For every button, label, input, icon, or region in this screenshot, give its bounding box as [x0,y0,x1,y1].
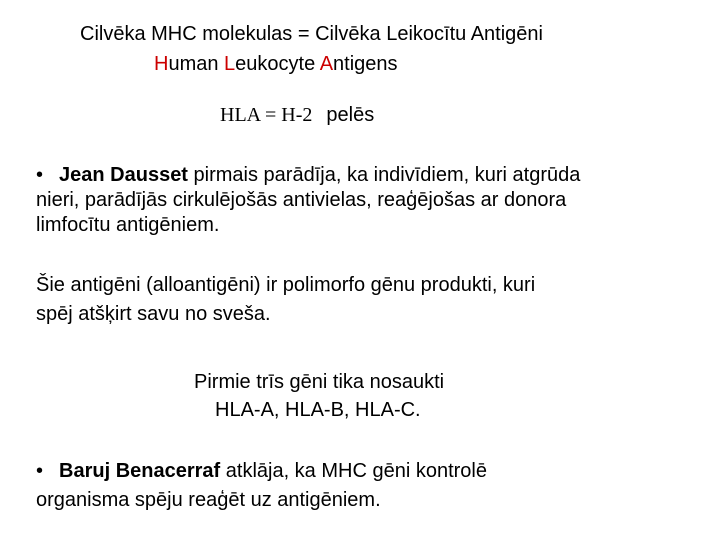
bullet-1-text: pirmais parādīja, ka indivīdiem, kuri atgrūda [187,164,581,186]
paragraph-line-2: spēj atšķirt savu no sveša. [36,303,271,325]
bullet-dot-icon: • [36,460,44,482]
bullet-dot-icon: • [36,164,44,186]
paragraph-line-1: Šie antigēni (alloantigēni) ir polimorfo gēnu produkti, kuri [36,274,536,296]
title-word-human: uman [168,53,225,75]
bullet-2-name: Baruj Benacerraf [59,460,221,482]
acronym-letter-l: L [224,53,236,75]
bullet-2-text: atklāja, ka MHC gēni kontrolē [220,460,487,482]
title-word-antigens: ntigens [333,53,398,75]
hla-line [220,103,374,127]
bullet-1-line-3: limfocītu antigēniem. [36,214,220,236]
title-word-leukocyte: eukocyte [235,53,320,75]
bullet-2-line-2: organisma spēju reaģēt uz antigēniem. [36,489,381,511]
title-line-1: Cilvēka MHC molekulas = Cilvēka Leikocītu Antigēni [80,23,543,45]
genes-line-2: HLA-A, HLA-B, HLA-C. [215,399,421,421]
title-line-2 [154,52,398,76]
genes-line-1: Pirmie trīs gēni tika nosaukti [194,371,445,393]
bullet-1-name: Jean Dausset [59,164,188,186]
bullet-2-line-1 [36,459,487,483]
acronym-letter-a: A [319,53,334,75]
hla-word: pelēs [326,104,375,126]
acronym-letter-h: H [154,53,169,75]
hla-formula: HLA = H-2 [220,104,313,126]
bullet-1-line-2: nieri, parādījās cirkulējošās antivielas, reaģējošas ar donora [36,189,567,211]
bullet-1-line-1 [36,163,580,187]
